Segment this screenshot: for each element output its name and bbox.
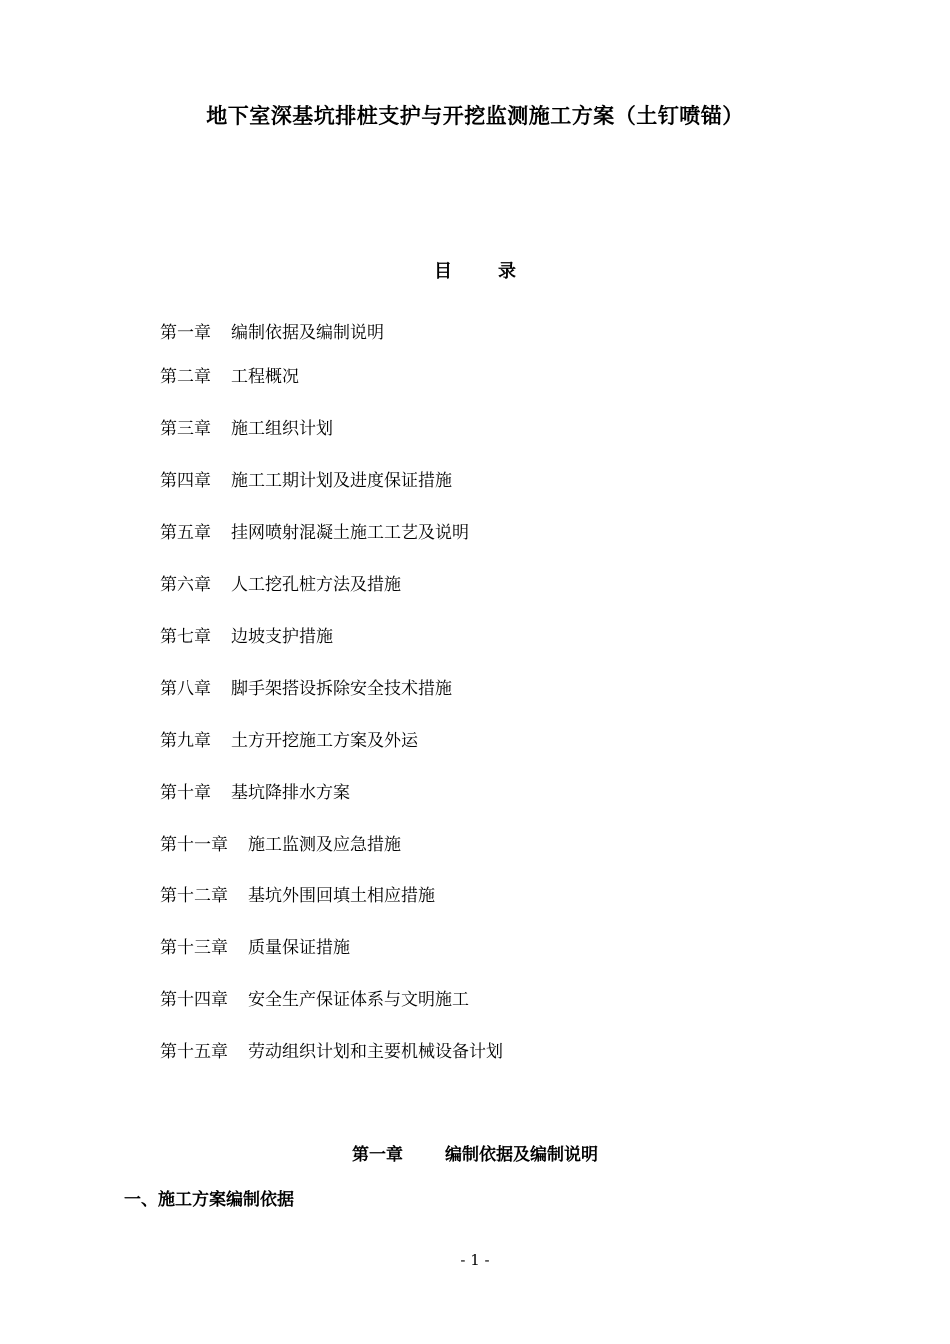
toc-chapter-number: 第七章 xyxy=(160,627,211,647)
toc-chapter-title: 施工组织计划 xyxy=(231,419,333,439)
toc-chapter-number: 第十五章 xyxy=(160,1042,228,1062)
toc-chapter-title: 工程概况 xyxy=(231,367,299,387)
toc-chapter-number: 第十二章 xyxy=(160,886,228,906)
chapter-title: 编制依据及编制说明 xyxy=(445,1145,598,1165)
chapter-number: 第一章 xyxy=(352,1145,403,1165)
toc-entry[interactable] xyxy=(160,570,401,595)
toc-chapter-number: 第九章 xyxy=(160,731,211,751)
toc-chapter-title: 脚手架搭设拆除安全技术措施 xyxy=(231,679,452,699)
toc-entry[interactable] xyxy=(160,414,333,439)
toc-chapter-title: 边坡支护措施 xyxy=(231,627,333,647)
chapter-heading xyxy=(0,1140,950,1165)
toc-entry[interactable] xyxy=(160,674,452,699)
toc-entry[interactable] xyxy=(160,985,469,1010)
toc-chapter-number: 第八章 xyxy=(160,679,211,699)
toc-entry[interactable] xyxy=(160,518,469,543)
toc-chapter-title: 施工工期计划及进度保证措施 xyxy=(231,471,452,491)
toc-entry[interactable] xyxy=(160,778,350,803)
toc-chapter-title: 安全生产保证体系与文明施工 xyxy=(248,990,469,1010)
toc-chapter-number: 第四章 xyxy=(160,471,211,491)
toc-chapter-title: 基坑降排水方案 xyxy=(231,783,350,803)
toc-chapter-title: 人工挖孔桩方法及措施 xyxy=(231,575,401,595)
toc-entry[interactable] xyxy=(160,622,333,647)
toc-chapter-number: 第十三章 xyxy=(160,938,228,958)
toc-chapter-title: 编制依据及编制说明 xyxy=(231,323,384,343)
toc-chapter-number: 第五章 xyxy=(160,523,211,543)
toc-chapter-number: 第十四章 xyxy=(160,990,228,1010)
toc-entry[interactable] xyxy=(160,318,384,343)
toc-chapter-title: 土方开挖施工方案及外运 xyxy=(231,731,418,751)
toc-chapter-number: 第三章 xyxy=(160,419,211,439)
toc-chapter-title: 施工监测及应急措施 xyxy=(248,835,401,855)
toc-chapter-title: 基坑外围回填土相应措施 xyxy=(248,886,435,906)
toc-entry[interactable] xyxy=(160,881,435,906)
toc-entry[interactable] xyxy=(160,933,350,958)
toc-chapter-number: 第六章 xyxy=(160,575,211,595)
toc-entry[interactable] xyxy=(160,466,452,491)
toc-heading xyxy=(0,257,950,283)
section-heading: 一、施工方案编制依据 xyxy=(124,1190,294,1210)
document-title: 地下室深基坑排桩支护与开挖监测施工方案（土钉喷锚） xyxy=(206,103,744,128)
toc-chapter-number: 第十一章 xyxy=(160,835,228,855)
toc-entry[interactable] xyxy=(160,830,401,855)
toc-chapter-title: 劳动组织计划和主要机械设备计划 xyxy=(248,1042,503,1062)
toc-chapter-number: 第一章 xyxy=(160,323,211,343)
toc-chapter-title: 挂网喷射混凝土施工工艺及说明 xyxy=(231,523,469,543)
toc-chapter-title: 质量保证措施 xyxy=(248,938,350,958)
toc-entry[interactable] xyxy=(160,726,418,751)
toc-heading-left: 目 xyxy=(434,261,452,282)
toc-heading-right: 录 xyxy=(498,261,516,282)
toc-entry[interactable] xyxy=(160,1037,503,1062)
toc-chapter-number: 第十章 xyxy=(160,783,211,803)
page-number: - 1 - xyxy=(460,1251,490,1269)
toc-entry[interactable] xyxy=(160,362,299,387)
toc-chapter-number: 第二章 xyxy=(160,367,211,387)
